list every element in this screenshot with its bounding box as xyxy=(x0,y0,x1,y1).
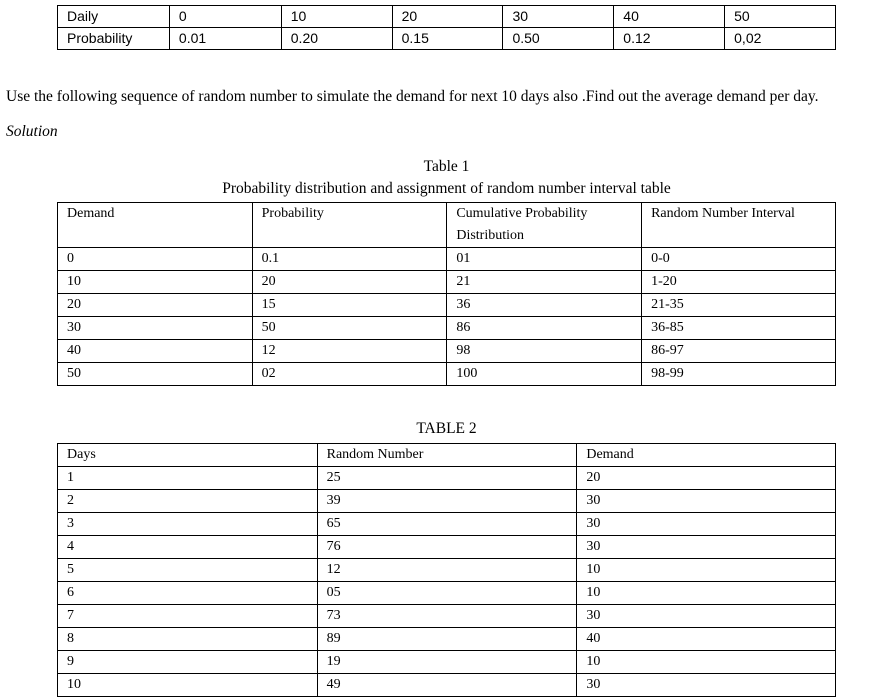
table-cell: 2 xyxy=(58,490,318,513)
table-row xyxy=(58,674,836,697)
table-cell: 98 xyxy=(447,340,642,363)
table1-caption: Table 1 xyxy=(423,158,470,175)
table-header-row xyxy=(58,203,836,248)
table-cell: 6 xyxy=(58,582,318,605)
table-cell: 21 xyxy=(447,271,642,294)
table-cell: 86-97 xyxy=(642,340,836,363)
table-cell: 21-35 xyxy=(642,294,836,317)
column-header: Random Number Interval xyxy=(642,203,836,248)
table-cell: 50 xyxy=(58,363,253,386)
column-header: Cumulative Probability Distribution xyxy=(447,203,642,248)
table-row xyxy=(58,467,836,490)
table-cell: 15 xyxy=(252,294,447,317)
column-header: Random Number xyxy=(317,444,577,467)
table-row xyxy=(58,559,836,582)
table-row xyxy=(58,363,836,386)
table-cell: 50 xyxy=(725,6,836,28)
table-cell: 73 xyxy=(317,605,577,628)
table-cell: 10 xyxy=(577,651,836,674)
table-cell: 0 xyxy=(169,6,281,28)
table-cell: 05 xyxy=(317,582,577,605)
table-cell: 8 xyxy=(58,628,318,651)
table-row xyxy=(58,490,836,513)
table-cell: 01 xyxy=(447,248,642,271)
table-row xyxy=(58,294,836,317)
table-row xyxy=(58,271,836,294)
column-header: Demand xyxy=(577,444,836,467)
table-row xyxy=(58,651,836,674)
table-cell: 10 xyxy=(281,6,392,28)
table-cell: 0.50 xyxy=(503,28,614,50)
table-cell: 30 xyxy=(503,6,614,28)
table-cell: 7 xyxy=(58,605,318,628)
table-row xyxy=(58,6,836,28)
table-cell: 0.12 xyxy=(614,28,725,50)
demand-simulation-table xyxy=(57,443,836,697)
table-row xyxy=(58,317,836,340)
table-cell: 20 xyxy=(58,294,253,317)
table-cell: 89 xyxy=(317,628,577,651)
table-row xyxy=(58,513,836,536)
table-cell: 40 xyxy=(577,628,836,651)
table-cell: 10 xyxy=(577,582,836,605)
table-cell: 49 xyxy=(317,674,577,697)
table2-caption: TABLE 2 xyxy=(416,420,477,437)
table-row xyxy=(58,340,836,363)
table-cell: 0.1 xyxy=(252,248,447,271)
question-text: Use the following sequence of random number to simulate the demand for next 10 days also .Find out the average demand per day. xyxy=(6,88,819,105)
table-cell: Daily xyxy=(58,6,170,28)
table-cell: 20 xyxy=(252,271,447,294)
table-row xyxy=(58,248,836,271)
column-header: Probability xyxy=(252,203,447,248)
table-cell: 40 xyxy=(58,340,253,363)
table-cell: 25 xyxy=(317,467,577,490)
table1-subcaption: Probability distribution and assignment of random number interval table xyxy=(222,180,671,197)
table-cell: 4 xyxy=(58,536,318,559)
table-cell: 0.15 xyxy=(392,28,503,50)
table-cell: 10 xyxy=(58,674,318,697)
table-cell: 20 xyxy=(577,467,836,490)
table-cell: 3 xyxy=(58,513,318,536)
table-cell: 0.20 xyxy=(281,28,392,50)
table-cell: 12 xyxy=(252,340,447,363)
table-cell: 76 xyxy=(317,536,577,559)
table-cell: 30 xyxy=(577,490,836,513)
table-cell: 12 xyxy=(317,559,577,582)
table-cell: 1-20 xyxy=(642,271,836,294)
table-cell: 0,02 xyxy=(725,28,836,50)
table-row xyxy=(58,605,836,628)
table-cell: 19 xyxy=(317,651,577,674)
table-cell: 0.01 xyxy=(169,28,281,50)
solution-label: Solution xyxy=(6,123,58,140)
table-cell: Probability xyxy=(58,28,170,50)
table-cell: 30 xyxy=(577,536,836,559)
table-row xyxy=(58,628,836,651)
random-number-interval-table xyxy=(57,202,836,386)
table-cell: 30 xyxy=(577,605,836,628)
table-cell: 36-85 xyxy=(642,317,836,340)
table-cell: 30 xyxy=(577,513,836,536)
daily-probability-table xyxy=(57,5,836,50)
table-row xyxy=(58,582,836,605)
table-cell: 1 xyxy=(58,467,318,490)
table-row xyxy=(58,28,836,50)
table-cell: 5 xyxy=(58,559,318,582)
table-cell: 40 xyxy=(614,6,725,28)
table-cell: 36 xyxy=(447,294,642,317)
table-cell: 100 xyxy=(447,363,642,386)
table-cell: 9 xyxy=(58,651,318,674)
table-cell: 65 xyxy=(317,513,577,536)
table-cell: 0-0 xyxy=(642,248,836,271)
table-cell: 50 xyxy=(252,317,447,340)
table-row xyxy=(58,536,836,559)
table-cell: 10 xyxy=(577,559,836,582)
table-header-row xyxy=(58,444,836,467)
table-cell: 39 xyxy=(317,490,577,513)
table-cell: 20 xyxy=(392,6,503,28)
table-cell: 02 xyxy=(252,363,447,386)
table-cell: 30 xyxy=(577,674,836,697)
table-cell: 98-99 xyxy=(642,363,836,386)
table-cell: 86 xyxy=(447,317,642,340)
table-cell: 0 xyxy=(58,248,253,271)
table-cell: 30 xyxy=(58,317,253,340)
column-header: Demand xyxy=(58,203,253,248)
table-cell: 10 xyxy=(58,271,253,294)
column-header: Days xyxy=(58,444,318,467)
